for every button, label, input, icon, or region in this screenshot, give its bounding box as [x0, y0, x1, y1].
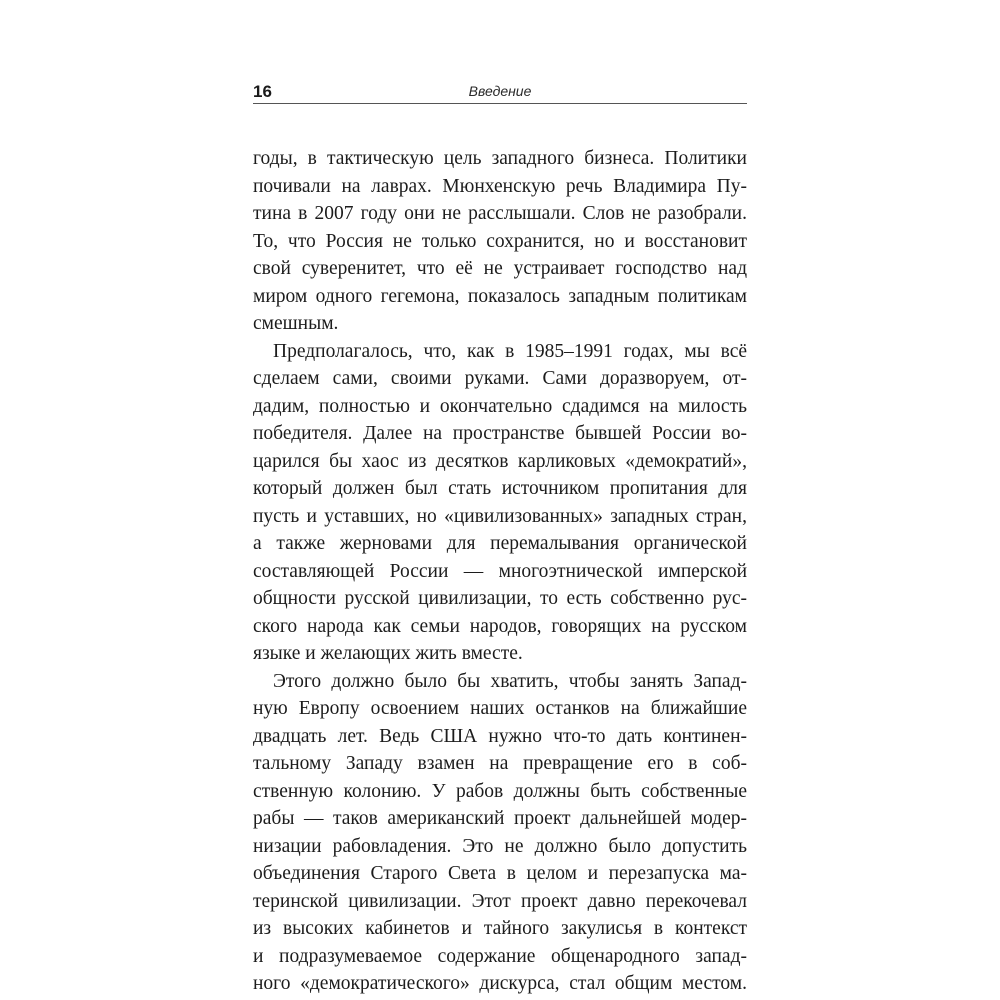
paragraph-end-line: смешным. — [253, 313, 339, 334]
text-line: и подразумеваемое содержание общенародного запад- — [253, 945, 747, 967]
running-title: Введение — [468, 83, 532, 99]
text-line: который должен был стать источником пропитания для — [253, 478, 747, 499]
text-line: ного «демократического» дискурса, стал общим местом. — [253, 973, 747, 994]
paragraph-start-line: Этого должно было бы хватить, чтобы занять Запад- — [273, 670, 747, 692]
text-line: из высоких кабинетов и тайного закулисья в контекст — [253, 918, 747, 939]
text-line: почивали на лаврах. Мюнхенскую речь Владимира Пу- — [253, 175, 747, 197]
text-line: ского народа как семьи народов, говорящих на русском — [253, 615, 747, 637]
paragraph-start-line: Предполагалось, что, как в 1985–1991 годах, мы всё — [273, 340, 747, 362]
text-line: теринской цивилизации. Этот проект давно перекочевал — [253, 890, 747, 912]
text-line: тальному Западу взамен на превращение его в соб- — [253, 753, 747, 774]
paragraph-end-line: языке и желающих жить вместе. — [253, 643, 523, 664]
text-line: царился бы хаос из десятков карликовых «демократий», — [253, 450, 747, 472]
text-line: ственную колонию. У рабов должны быть собственные — [253, 780, 747, 802]
text-line: победителя. Далее на пространстве бывшей России во- — [253, 423, 747, 444]
text-line: составляющей России — многоэтнической имперской — [253, 560, 747, 582]
text-line: рабы — таков американский проект дальнейшей модер- — [253, 808, 747, 829]
text-line: а также жерновами для перемалывания органической — [253, 533, 747, 554]
text-line: низации рабовладения. Это не должно было допустить — [253, 835, 747, 857]
header-rule — [253, 103, 747, 104]
text-line: объединения Старого Света в целом и перезапуска ма- — [253, 863, 747, 884]
text-line: годы, в тактическую цель западного бизнеса. Политики — [253, 148, 747, 169]
running-header — [253, 80, 747, 104]
text-line: ную Европу освоением наших останков на ближайшие — [253, 698, 747, 719]
text-line: миром одного гегемона, показалось западным политикам — [253, 285, 747, 307]
page-number: 16 — [253, 82, 272, 101]
text-line: двадцать лет. Ведь США нужно что-то дать континен- — [253, 725, 747, 747]
text-line: общности русской цивилизации, то есть собственно рус- — [253, 588, 747, 609]
text-line: пусть и уставших, но «цивилизованных» западных стран, — [253, 505, 747, 527]
text-line: тина в 2007 году они не расслышали. Слов не разобрали. — [253, 203, 747, 224]
text-line: свой суверенитет, что её не устраивает господство над — [253, 258, 747, 279]
text-line: сделаем сами, своими руками. Сами доразворуем, от- — [253, 368, 747, 389]
body-text — [253, 145, 747, 998]
text-line: дадим, полностью и окончательно сдадимся на милость — [253, 395, 747, 417]
text-line: То, что Россия не только сохранится, но и восстановит — [253, 230, 747, 252]
